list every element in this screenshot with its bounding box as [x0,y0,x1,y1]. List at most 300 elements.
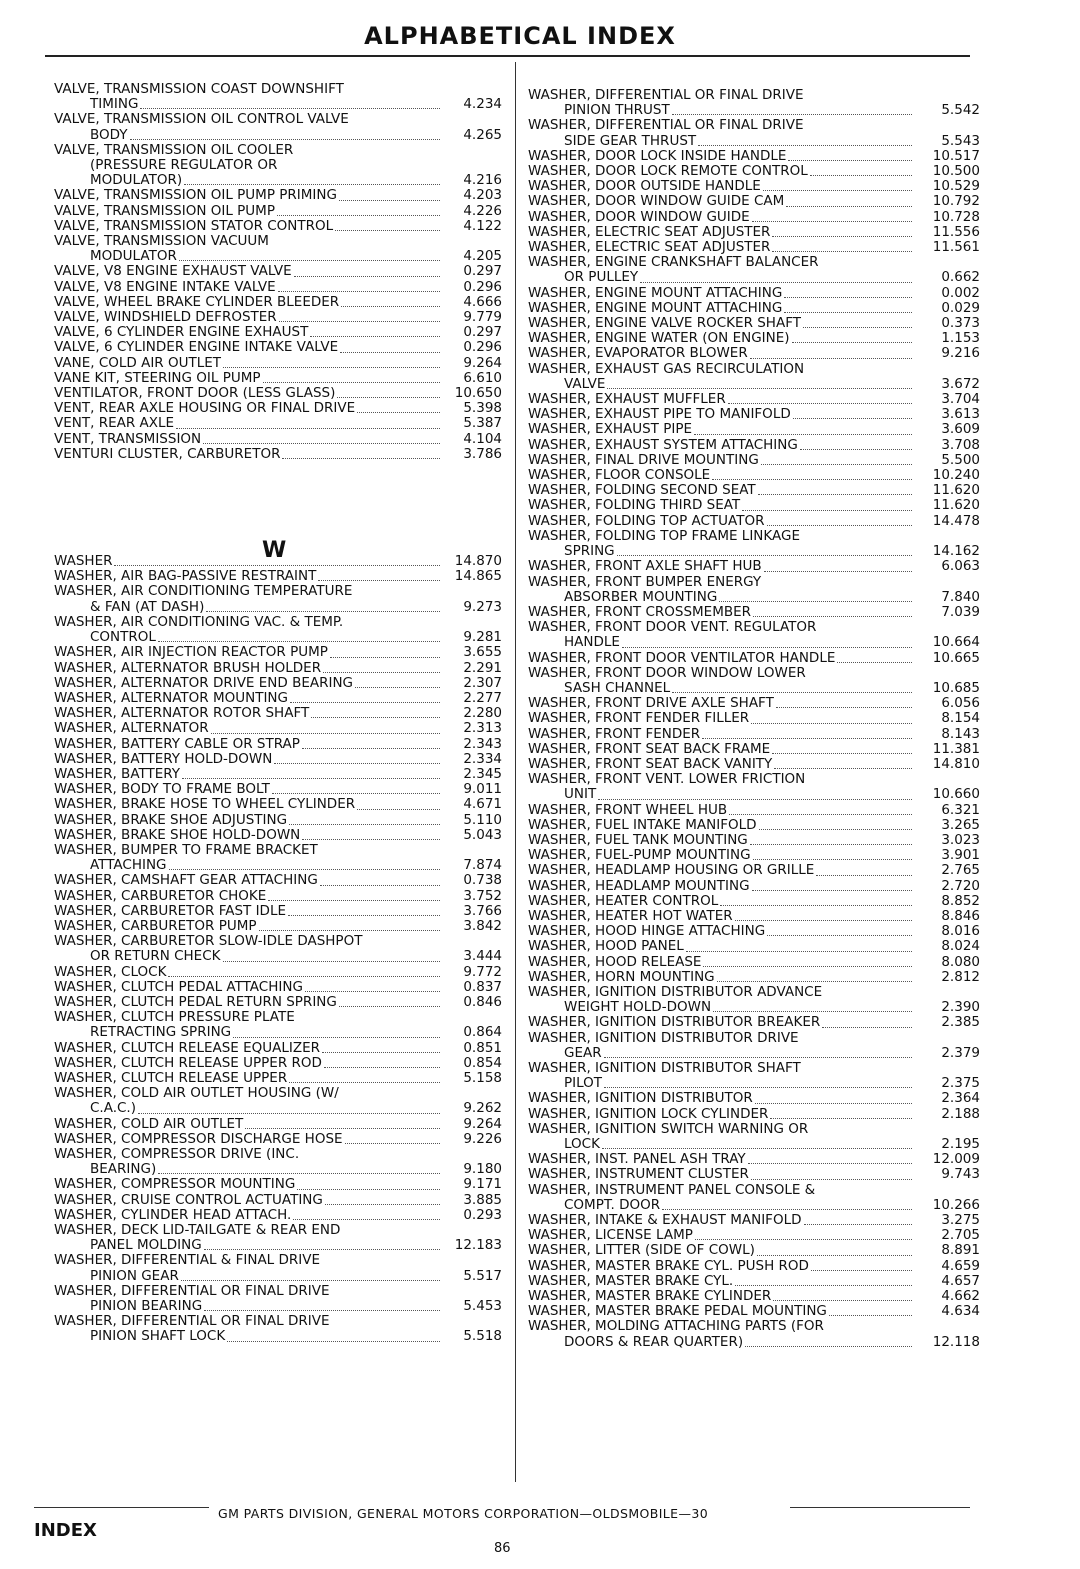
index-entry [528,757,980,772]
entry-page-ref: 3.023 [941,831,980,848]
dot-leader [311,717,440,718]
entry-text: WASHER, FRONT FENDER [528,725,701,742]
entry-page-ref: 6.063 [941,558,980,575]
dot-leader [339,200,440,201]
index-entry [528,909,980,924]
entry-page-ref: 3.704 [941,391,980,408]
index-entry [54,737,502,752]
entry-page-ref: 8.852 [941,892,980,909]
entry-continuation-line [54,1238,502,1253]
entry-page-ref: 4.666 [463,293,502,310]
index-entry [54,416,502,431]
entry-continuation-line [54,249,502,264]
dot-leader [294,276,440,277]
dot-leader [278,291,440,292]
dot-leader [757,1255,912,1256]
entry-line [528,970,980,985]
dot-leader [772,753,912,754]
entry-text: WASHER, FRONT AXLE SHAFT HUB [528,558,762,575]
entry-page-ref: 4.659 [941,1257,980,1274]
entry-line [54,1132,502,1147]
entry-page-ref: 4.662 [941,1288,980,1305]
entry-text: VANE KIT, STEERING OIL PUMP [54,369,261,386]
entry-text: WASHER, ALTERNATOR MOUNTING [54,689,288,706]
entry-line [528,1243,980,1258]
entry-text: WASHER, ENGINE VALVE ROCKER SHAFT [528,315,801,332]
entry-text: GEAR [564,1044,602,1061]
entry-line [528,757,980,772]
dot-leader [182,778,440,779]
entry-line [54,82,502,97]
entry-text: WASHER, IGNITION SWITCH WARNING OR [528,1120,809,1137]
entry-line [528,620,980,635]
entry-line [528,894,980,909]
entry-text: C.A.C.) [90,1100,136,1117]
entry-page-ref: 8.080 [941,953,980,970]
entry-line [54,919,502,934]
entry-text: WASHER, CLUTCH PEDAL RETURN SPRING [54,993,337,1010]
index-entry [528,514,980,529]
entry-line [528,1319,980,1334]
entry-line [54,813,502,828]
entry-line [54,112,502,127]
dot-leader [800,449,912,450]
entry-text: WASHER, FINAL DRIVE MOUNTING [528,451,759,468]
entry-page-ref: 5.518 [463,1328,502,1345]
dot-leader [745,1346,912,1347]
entry-page-ref: 0.854 [463,1054,502,1071]
index-entry [54,676,502,691]
index-entry [54,401,502,416]
entry-text: PINION GEAR [90,1267,179,1284]
index-entry [528,422,980,437]
dot-leader [302,748,440,749]
index-entry [54,1223,502,1253]
entry-page-ref: 9.281 [463,629,502,646]
entry-text: UNIT [564,786,597,803]
dot-leader [168,976,440,977]
entry-line [54,797,502,812]
entry-text: SPRING [564,543,615,560]
entry-text: WASHER, IGNITION DISTRIBUTOR [528,1090,753,1107]
dot-leader [776,707,912,708]
entry-page-ref: 4.122 [463,217,502,234]
index-entry [54,1177,502,1192]
dot-leader [158,641,440,642]
entry-continuation-line [528,270,980,285]
entry-page-ref: 2.280 [463,705,502,722]
dot-leader [179,260,440,261]
entry-line [54,737,502,752]
entry-line [528,985,980,1000]
index-entry [528,118,980,148]
entry-line [528,346,980,361]
dot-leader [750,358,912,359]
entry-text: RETRACTING SPRING [90,1024,232,1041]
entry-line [528,833,980,848]
dot-leader [355,687,440,688]
entry-text: LOCK [564,1136,600,1153]
entry-page-ref: 14.865 [454,568,502,585]
entry-page-ref: 8.846 [941,907,980,924]
index-entry [54,843,502,873]
entry-text: WASHER, MASTER BRAKE CYLINDER [528,1288,772,1305]
index-entry [54,325,502,340]
index-entry [54,1193,502,1208]
dot-leader [335,230,440,231]
index-entry [54,782,502,797]
entry-text: WASHER, FRONT CROSSMEMBER [528,603,752,620]
index-entry [528,438,980,453]
index-entry [54,797,502,812]
entry-text: WASHER, FRONT DRIVE AXLE SHAFT [528,695,774,712]
entry-line [528,1031,980,1046]
entry-line [54,615,502,630]
index-entry [54,234,502,264]
entry-text: WASHER, CLUTCH RELEASE EQUALIZER [54,1039,321,1056]
entry-page-ref: 5.542 [941,102,980,119]
dot-leader [750,844,912,845]
entry-text: SIDE GEAR THRUST [564,132,697,149]
entry-line [528,848,980,863]
entry-line [528,483,980,498]
entry-text: WASHER, CARBURETOR CHOKE [54,887,267,904]
entry-page-ref: 2.195 [941,1136,980,1153]
dot-leader [804,1224,913,1225]
entry-continuation-line [54,600,502,615]
dot-leader [289,824,440,825]
entry-text: WASHER, FOLDING TOP ACTUATOR [528,512,765,529]
dot-leader [181,1280,440,1281]
entry-text: WASHER, EVAPORATOR BLOWER [528,345,748,362]
entry-page-ref: 9.180 [463,1161,502,1178]
entry-text: DOORS & REAR QUARTER) [564,1333,744,1350]
entry-continuation-line [54,97,502,112]
entry-text: PINION THRUST [564,102,670,119]
dot-leader [130,139,440,140]
dot-leader [288,915,440,916]
index-entry [528,1319,980,1349]
index-entry [54,340,502,355]
index-entry [528,240,980,255]
dot-leader [325,1204,440,1205]
entry-line [528,225,980,240]
entry-line [54,1147,502,1162]
entry-page-ref: 2.307 [463,674,502,691]
entry-line [528,1274,980,1289]
dot-leader [607,388,912,389]
entry-line [54,904,502,919]
index-entry [528,453,980,468]
entry-page-ref: 3.786 [463,445,502,462]
entry-page-ref: 2.705 [941,1227,980,1244]
index-entry [528,848,980,863]
entry-line [528,575,980,590]
entry-text: WASHER, FRONT WHEEL HUB [528,801,728,818]
entry-page-ref: 0.373 [941,315,980,332]
dot-leader [763,190,912,191]
entry-page-ref: 5.453 [463,1298,502,1315]
entry-line [528,1228,980,1243]
entry-line [528,331,980,346]
entry-text: WASHER, AIR CONDITIONING TEMPERATURE [54,583,353,600]
dot-leader [751,723,912,724]
entry-line [54,143,502,158]
dot-leader [339,1006,440,1007]
index-entry [528,1107,980,1122]
dot-leader [158,1173,440,1174]
entry-text: WASHER, FUEL-PUMP MOUNTING [528,847,751,864]
entry-line [528,468,980,483]
index-entry [54,219,502,234]
entry-page-ref: 1.153 [941,330,980,347]
entry-page-ref: 10.792 [932,193,980,210]
dot-leader [622,647,912,648]
index-entry [528,392,980,407]
dot-leader [302,839,440,840]
dot-leader [695,1239,912,1240]
entry-continuation-line [528,544,980,559]
dot-leader [293,1219,440,1220]
entry-text: WASHER, ENGINE CRANKSHAFT BALANCER [528,254,819,271]
dot-leader [822,1027,912,1028]
entry-page-ref: 3.444 [463,948,502,965]
entry-page-ref: 5.043 [463,826,502,843]
index-entry [54,295,502,310]
entry-line [528,164,980,179]
entry-line [54,1086,502,1101]
entry-page-ref: 4.226 [463,202,502,219]
entry-line [54,934,502,949]
entry-text: VALVE, TRANSMISSION VACUUM [54,233,269,250]
entry-line [528,88,980,103]
entry-page-ref: 7.840 [941,588,980,605]
entry-text: WASHER, CARBURETOR FAST IDLE [54,902,286,919]
entry-text: WASHER, ALTERNATOR [54,720,209,737]
dot-leader [140,108,440,109]
entry-text: VALVE, WHEEL BRAKE CYLINDER BLEEDER [54,293,340,310]
index-entry [528,1274,980,1289]
dot-leader [793,418,912,419]
entry-text: WASHER, IGNITION DISTRIBUTOR BREAKER [528,1014,821,1031]
entry-text: WASHER, BATTERY CABLE OR STRAP [54,735,300,752]
entry-text: VALVE, V8 ENGINE EXHAUST VALVE [54,263,292,280]
dot-leader [774,768,912,769]
entry-line [54,340,502,355]
entry-text: WASHER, CARBURETOR SLOW-IDLE DASHPOT [54,933,363,950]
entry-text: WASHER, EXHAUST GAS RECIRCULATION [528,360,805,377]
dot-leader [223,961,441,962]
index-group-v [54,82,502,462]
entry-line [54,234,502,249]
page-number: 86 [494,1541,511,1556]
index-entry [54,1284,502,1314]
entry-page-ref: 9.011 [463,781,502,798]
index-entry [528,955,980,970]
entry-continuation-line [54,1101,502,1116]
entry-text: WASHER, ENGINE MOUNT ATTACHING [528,284,783,301]
entry-text: VANE, COLD AIR OUTLET [54,354,222,371]
entry-text: CONTROL [90,629,156,646]
entry-text: VALVE, 6 CYLINDER ENGINE INTAKE VALVE [54,339,339,356]
page-title: ALPHABETICAL INDEX [364,22,676,50]
dot-leader [703,966,912,967]
entry-line [54,691,502,706]
entry-text: WASHER, BRAKE HOSE TO WHEEL CYLINDER [54,796,356,813]
entry-page-ref: 0.837 [463,978,502,995]
index-entry [54,980,502,995]
entry-text: WASHER, EXHAUST SYSTEM ATTACHING [528,436,798,453]
index-entry [528,863,980,878]
index-entry [528,970,980,985]
dot-leader [752,890,912,891]
entry-text: WASHER, ELECTRIC SEAT ADJUSTER [528,239,771,256]
entry-page-ref: 3.752 [463,887,502,904]
entry-page-ref: 4.205 [463,248,502,265]
entry-text: WASHER [54,553,113,570]
entry-text: WASHER, LICENSE LAMP [528,1227,693,1244]
dot-leader [767,525,913,526]
dot-leader [341,306,440,307]
entry-text: WASHER, COMPRESSOR DRIVE (INC. [54,1146,300,1162]
entry-page-ref: 0.293 [463,1206,502,1223]
entry-page-ref: 4.203 [463,187,502,204]
entry-page-ref: 10.665 [932,649,980,666]
entry-text: TIMING [90,96,139,113]
entry-page-ref: 10.664 [932,634,980,651]
dot-leader [748,1163,912,1164]
entry-text: WASHER, FRONT FENDER FILLER [528,710,750,727]
entry-line [54,1208,502,1223]
entry-page-ref: 14.870 [454,553,502,570]
entry-text: WASHER, ALTERNATOR DRIVE END BEARING [54,674,354,691]
index-entry [54,188,502,203]
entry-page-ref: 11.620 [932,482,980,499]
entry-page-ref: 5.543 [941,132,980,149]
entry-line [54,1193,502,1208]
entry-text: WASHER, INST. PANEL ASH TRAY [528,1151,746,1168]
entry-line [528,1015,980,1030]
index-group-w [54,554,502,1345]
entry-text: WASHER, BODY TO FRAME BOLT [54,781,270,798]
dot-leader [640,282,912,283]
dot-leader [320,885,440,886]
index-entry [54,1086,502,1116]
index-column-right [528,88,980,1350]
entry-text: WASHER, BATTERY [54,765,181,782]
entry-page-ref: 4.216 [463,172,502,189]
dot-leader [310,336,440,337]
entry-line [54,356,502,371]
dot-leader [277,215,440,216]
entry-text: WASHER, IGNITION DISTRIBUTOR SHAFT [528,1060,801,1076]
dot-leader [282,458,440,459]
entry-text: VALVE, TRANSMISSION OIL CONTROL VALVE [54,111,349,128]
index-entry [528,575,980,605]
dot-leader [759,829,912,830]
entry-line [54,569,502,584]
entry-page-ref: 2.385 [941,1014,980,1031]
index-entry [528,164,980,179]
entry-line [54,1117,502,1132]
dot-leader [345,1143,440,1144]
entry-line [54,676,502,691]
index-entry [528,483,980,498]
dot-leader [206,611,440,612]
dot-leader [598,799,912,800]
entry-text: WASHER, CLUTCH RELEASE UPPER ROD [54,1054,322,1071]
entry-page-ref: 10.685 [932,679,980,696]
dot-leader [323,672,440,673]
dot-leader [758,494,912,495]
entry-line [54,584,502,599]
entry-page-ref: 9.779 [463,309,502,326]
dot-leader [274,763,440,764]
dot-leader [686,951,912,952]
dot-leader [245,1128,440,1129]
entry-line [528,1122,980,1137]
entry-page-ref: 3.885 [463,1191,502,1208]
index-entry [54,645,502,660]
index-entry [54,889,502,904]
section-letter-w: W [262,538,287,563]
entry-page-ref: 3.265 [941,816,980,833]
index-entry [54,661,502,676]
entry-text: PILOT [564,1075,603,1092]
entry-text: VENT, REAR AXLE HOUSING OR FINAL DRIVE [54,400,356,417]
index-entry [54,143,502,189]
entry-line [54,310,502,325]
entry-text: WASHER, CAMSHAFT GEAR ATTACHING [54,872,318,889]
index-entry [528,1243,980,1258]
entry-page-ref: 4.265 [463,126,502,143]
entry-page-ref: 9.772 [463,963,502,980]
dot-leader [784,312,912,313]
index-entry [54,1132,502,1147]
entry-text: WASHER, FRONT SEAT BACK VANITY [528,755,773,772]
entry-line [54,752,502,767]
entry-page-ref: 3.609 [941,421,980,438]
entry-text: WASHER, BATTERY HOLD-DOWN [54,750,273,767]
entry-text: WASHER, MOLDING ATTACHING PARTS (FOR [528,1318,824,1335]
entry-page-ref: 3.842 [463,917,502,934]
index-entry [528,1259,980,1274]
index-entry [528,194,980,209]
entry-continuation-line [528,635,980,650]
index-entry [54,995,502,1010]
entry-line [54,264,502,279]
entry-text: WASHER, FUEL TANK MOUNTING [528,831,748,848]
index-entry [528,1061,980,1091]
dot-leader [788,160,912,161]
entry-line [54,1056,502,1071]
entry-text: WASHER, FLOOR CONSOLE [528,467,711,484]
entry-page-ref: 5.500 [941,451,980,468]
entry-line [54,873,502,888]
index-entry [54,584,502,614]
entry-line [528,316,980,331]
entry-text: WASHER, DIFFERENTIAL & FINAL DRIVE [54,1252,321,1269]
entry-line [54,219,502,234]
dot-leader [268,900,440,901]
entry-line [54,661,502,676]
entry-line [54,325,502,340]
entry-page-ref: 3.613 [941,406,980,423]
entry-line [528,1091,980,1106]
entry-text: WASHER, FRONT VENT. LOWER FRICTION [528,771,806,788]
dot-leader [753,616,912,617]
entry-text: VALVE [564,375,606,392]
